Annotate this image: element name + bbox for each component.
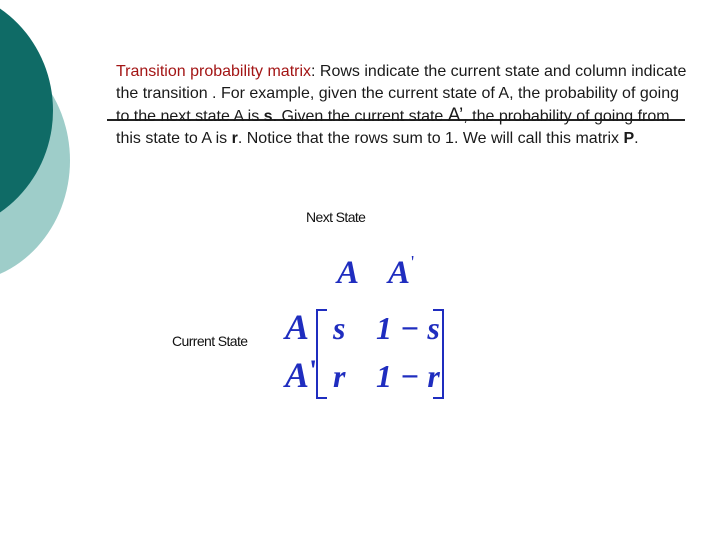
current-state-label: Current State bbox=[172, 333, 248, 349]
matrix-left-bracket bbox=[316, 309, 327, 399]
matrix-cell-s: s bbox=[333, 310, 346, 346]
slide-body-text bbox=[116, 61, 691, 150]
term-transition-probability-matrix: Transition probability matrix bbox=[116, 63, 312, 80]
next-state-label: Next State bbox=[306, 209, 366, 225]
column-header-a-prime: A bbox=[388, 255, 411, 291]
row-header-a-prime: A bbox=[285, 355, 310, 395]
matrix-cell-one-minus-r: 1 − r bbox=[376, 358, 440, 394]
symbol-r: r bbox=[231, 130, 238, 147]
text-part-5: . bbox=[634, 130, 639, 147]
symbol-a-prime: A’ bbox=[447, 105, 464, 126]
column-header-a: A bbox=[337, 255, 360, 291]
symbol-s: s bbox=[263, 108, 273, 125]
matrix-cell-one-minus-s: 1 − s bbox=[376, 310, 440, 346]
text-part-2: . Given the current state bbox=[272, 108, 448, 125]
text-part-3: , the probability of going from this state to A is bbox=[116, 108, 670, 147]
text-part-1: : Rows indicate the current state and column indicate the transition . For example, given the current state of A, the probability of going to the next state A is bbox=[116, 63, 687, 125]
column-header-prime-mark: ' bbox=[411, 252, 415, 272]
matrix-cell-r: r bbox=[333, 358, 346, 394]
text-part-4: . Notice that the rows sum to 1. We will call this matrix bbox=[237, 130, 624, 147]
row-header-prime-mark: ' bbox=[309, 354, 318, 387]
row-header-a: A bbox=[285, 307, 310, 347]
symbol-p: P bbox=[623, 130, 635, 147]
